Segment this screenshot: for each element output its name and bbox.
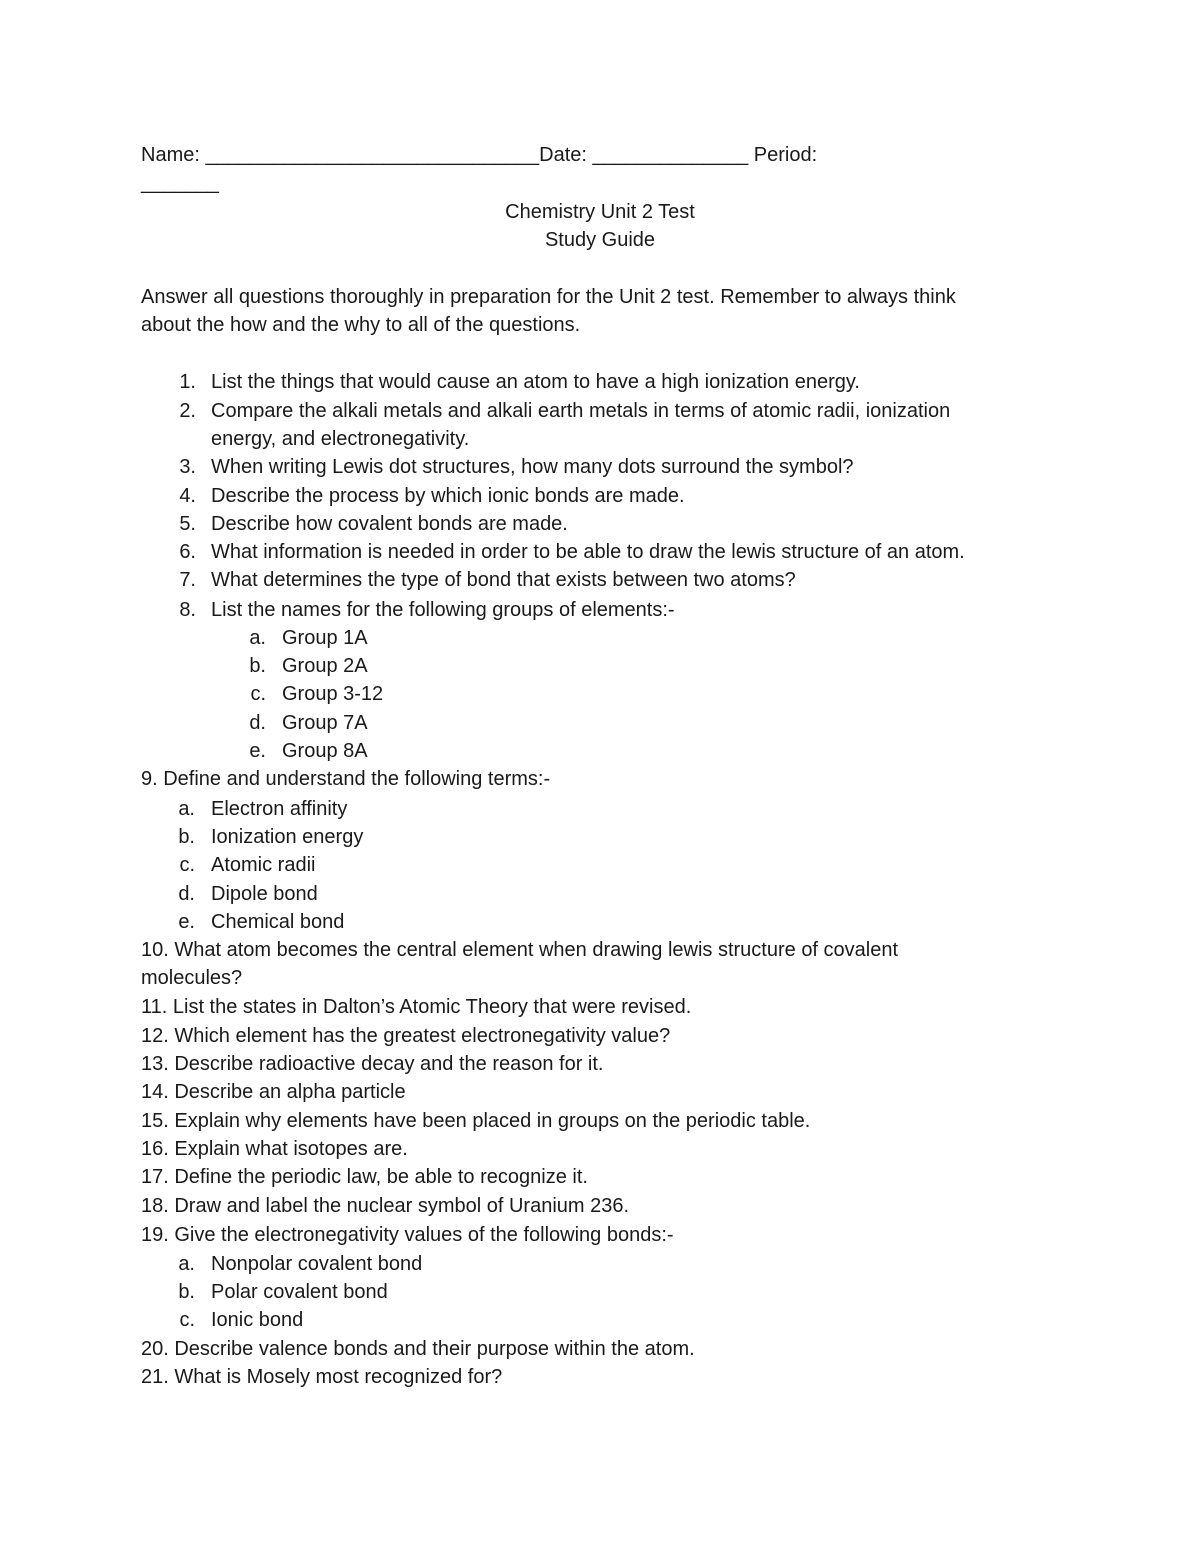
question-text: What determines the type of bond that exists between two atoms? <box>211 569 796 591</box>
question-19: 19. Give the electronegativity values of the following bonds:- <box>141 1224 674 1246</box>
subitem-text: Group 1A <box>282 627 368 649</box>
document-subtitle: Study Guide <box>544 229 656 251</box>
question-20: 20. Describe valence bonds and their purpose within the atom. <box>141 1338 695 1360</box>
question-14: 14. Describe an alpha particle <box>141 1081 406 1103</box>
question-number: 5. <box>179 513 196 535</box>
subitem-text: Atomic radii <box>211 854 316 876</box>
question-number: 2. <box>179 400 196 422</box>
subitem-text: Polar covalent bond <box>211 1281 388 1303</box>
name-date-period-line: Name: ______________________________Date: ______________ Period: <box>141 144 818 166</box>
question-number: 8. <box>179 599 196 621</box>
subitem-letter: e. <box>178 911 195 933</box>
subitem-letter: d. <box>178 883 195 905</box>
question-text: List the things that would cause an atom to have a high ionization energy. <box>211 371 860 393</box>
question-9: 9. Define and understand the following terms:- <box>141 768 551 790</box>
question-text: Describe how covalent bonds are made. <box>211 513 568 535</box>
subitem-letter: c. <box>179 1309 195 1331</box>
question-13: 13. Describe radioactive decay and the reason for it. <box>141 1053 604 1075</box>
question-12: 12. Which element has the greatest electronegativity value? <box>141 1025 671 1047</box>
question-15: 15. Explain why elements have been placed in groups on the periodic table. <box>141 1110 811 1132</box>
question-text-continued: energy, and electronegativity. <box>211 428 470 450</box>
subitem-letter: a. <box>249 627 266 649</box>
subitem-letter: b. <box>249 655 266 677</box>
subitem-letter: c. <box>250 683 266 705</box>
subitem-text: Ionization energy <box>211 826 364 848</box>
question-text: Describe the process by which ionic bonds are made. <box>211 485 685 507</box>
question-text: What information is needed in order to be able to draw the lewis structure of an atom. <box>211 541 965 563</box>
question-number: 7. <box>179 569 196 591</box>
period-blank-line: _______ <box>141 172 219 194</box>
question-number: 3. <box>179 456 196 478</box>
subitem-letter: b. <box>178 826 195 848</box>
question-number: 6. <box>179 541 196 563</box>
subitem-text: Electron affinity <box>211 798 348 820</box>
question-16: 16. Explain what isotopes are. <box>141 1138 408 1160</box>
subitem-text: Group 2A <box>282 655 368 677</box>
document-title: Chemistry Unit 2 Test <box>505 201 695 223</box>
subitem-letter: c. <box>179 854 195 876</box>
intro-line-2: about the how and the why to all of the questions. <box>141 314 581 336</box>
subitem-text: Chemical bond <box>211 911 345 933</box>
subitem-text: Group 3-12 <box>282 683 384 705</box>
question-18: 18. Draw and label the nuclear symbol of Uranium 236. <box>141 1195 630 1217</box>
question-number: 4. <box>179 485 196 507</box>
question-10: 10. What atom becomes the central element when drawing lewis structure of covalent <box>141 939 899 961</box>
subitem-text: Ionic bond <box>211 1309 304 1331</box>
question-number: 1. <box>179 371 196 393</box>
question-10-continued: molecules? <box>141 967 243 989</box>
question-text: When writing Lewis dot structures, how many dots surround the symbol? <box>211 456 854 478</box>
subitem-text: Dipole bond <box>211 883 318 905</box>
question-text: List the names for the following groups of elements:- <box>211 599 675 621</box>
subitem-text: Nonpolar covalent bond <box>211 1253 423 1275</box>
subitem-letter: a. <box>178 1253 195 1275</box>
subitem-letter: b. <box>178 1281 195 1303</box>
subitem-text: Group 7A <box>282 712 368 734</box>
subitem-letter: d. <box>249 712 266 734</box>
subitem-letter: e. <box>249 740 266 762</box>
question-11: 11. List the states in Dalton’s Atomic Theory that were revised. <box>141 996 692 1018</box>
question-17: 17. Define the periodic law, be able to recognize it. <box>141 1166 588 1188</box>
question-text: Compare the alkali metals and alkali earth metals in terms of atomic radii, ionization <box>211 400 951 422</box>
subitem-text: Group 8A <box>282 740 368 762</box>
question-21: 21. What is Mosely most recognized for? <box>141 1366 503 1388</box>
intro-line-1: Answer all questions thoroughly in preparation for the Unit 2 test. Remember to always think <box>141 286 956 308</box>
subitem-letter: a. <box>178 798 195 820</box>
